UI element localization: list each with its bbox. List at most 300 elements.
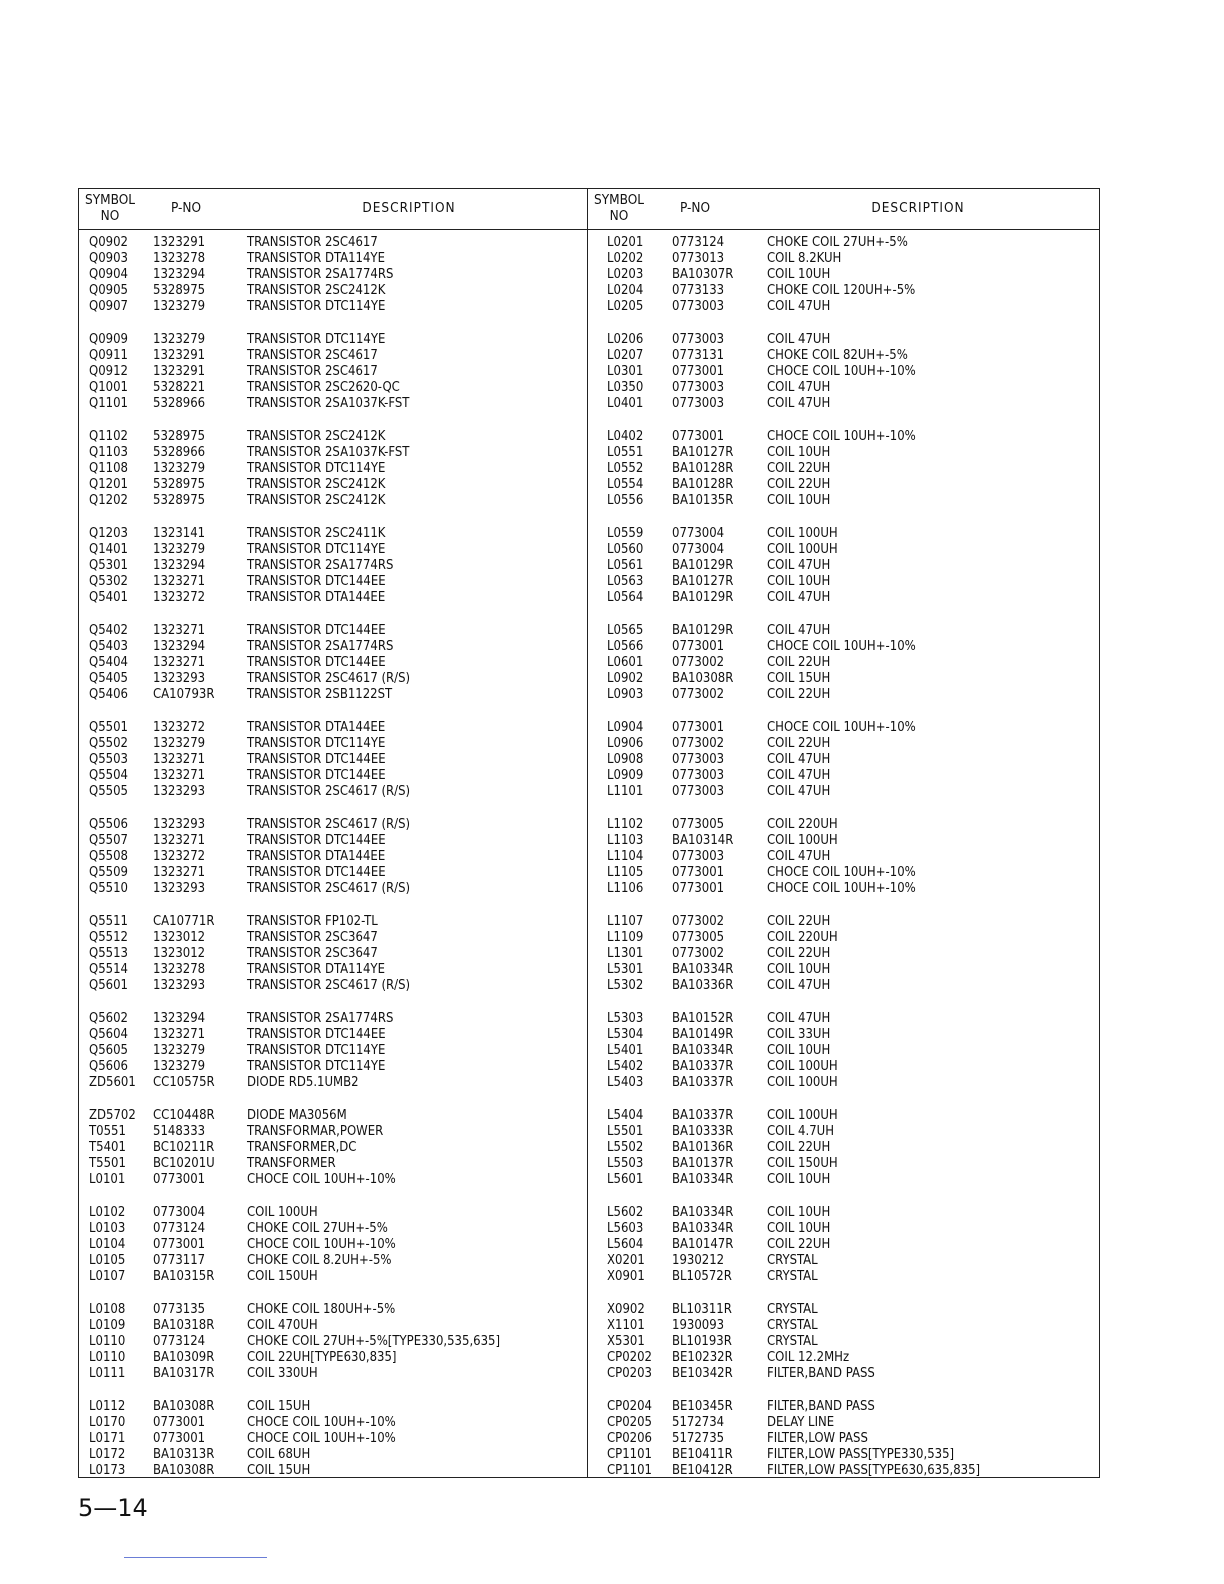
description-cell: TRANSISTOR 2SC4617 (R/S) [247,816,411,832]
symbol-cell: L0207 [607,348,644,364]
table-row [588,1059,1096,1075]
description-cell: COIL 47UH [767,299,831,315]
table-row [588,558,1096,574]
description-cell: TRANSFORMER,DC [247,1139,357,1155]
part-number-cell: 0773003 [672,331,725,347]
description-cell: CHOKE COIL 27UH+-5%[TYPE330,535,635] [247,1333,501,1349]
symbol-cell: L0112 [89,1398,126,1414]
table-row [588,1366,1096,1382]
table-row [79,1415,587,1431]
part-number-cell: 1323012 [153,945,206,961]
part-number-cell: 1323291 [153,235,206,250]
part-number-cell: 0773003 [672,396,725,412]
part-number-cell: BA10129R [672,622,734,638]
part-number-cell: BA10334R [672,1172,734,1188]
table-row [588,914,1096,930]
part-number-cell: 1323272 [153,849,206,864]
symbol-cell: L0564 [607,590,644,606]
table-row [79,978,587,994]
part-number-cell: 1323293 [153,671,206,687]
part-number-cell: BA10137R [672,1156,734,1171]
table-row [588,687,1096,703]
description-cell: COIL 22UH [767,1139,831,1155]
symbol-cell: L0601 [607,655,644,671]
description-cell: TRANSFORMER [247,1156,336,1171]
symbol-cell: L5604 [607,1236,644,1252]
description-cell: COIL 100UH [767,832,838,848]
part-number-cell: BA10313R [153,1446,215,1462]
table-row [588,736,1096,752]
symbol-cell: L0170 [89,1414,126,1430]
row-group [588,332,1096,412]
table-row [588,493,1096,509]
part-number-cell: 1323279 [153,735,206,751]
part-number-cell: 0773002 [672,913,725,929]
description-cell: TRANSISTOR DTC114YE [247,1059,386,1075]
table-row [79,623,587,639]
part-number-cell: 0773001 [672,364,725,380]
header-p-no: P-NO [170,200,202,216]
part-number-cell: BA10308R [672,671,734,687]
symbol-cell: L1104 [607,849,644,864]
table-row [79,833,587,849]
table-row [79,1350,587,1366]
description-cell: TRANSISTOR 2SC2412K [247,428,386,444]
header-symbol-no: SYMBOL NO [84,192,136,224]
part-number-cell: 1323279 [153,542,206,557]
part-number-cell: BA10334R [672,962,734,978]
symbol-cell: L0561 [607,558,644,574]
part-number-cell: 5328966 [153,396,206,412]
description-cell: COIL 68UH [247,1446,311,1462]
row-group [79,1011,587,1091]
symbol-cell: L0171 [89,1430,126,1446]
description-cell: CHOCE COIL 10UH+-10% [767,638,916,654]
part-number-cell: 5328975 [153,428,206,444]
description-cell: TRANSISTOR 2SC4617 [247,348,378,364]
table-row [588,752,1096,768]
description-cell: COIL 10UH [767,962,831,978]
description-cell: COIL 22UH [767,655,831,671]
table-row [588,1302,1096,1318]
description-cell: TRANSISTOR 2SA1774RS [247,267,394,283]
symbol-cell: L0559 [607,525,644,541]
description-cell: COIL 47UH [767,396,831,412]
symbol-cell: Q5301 [89,558,128,574]
row-group [588,526,1096,606]
table-row [79,542,587,558]
symbol-cell: CP1101 [607,1463,652,1478]
description-cell: TRANSISTOR 2SC2412K [247,283,386,299]
table-row [588,1043,1096,1059]
part-number-cell: 0773124 [153,1220,206,1236]
symbol-cell: CP0203 [607,1366,652,1382]
row-group [588,1205,1096,1285]
symbol-cell: L0301 [607,364,644,380]
description-cell: CHOKE COIL 120UH+-5% [767,283,916,299]
description-cell: FILTER,LOW PASS [767,1430,868,1446]
part-number-cell: 1323278 [153,251,206,267]
description-cell: COIL 12.2MHz [767,1349,850,1365]
description-cell: COIL 150UH [247,1269,318,1285]
description-cell: TRANSISTOR 2SC2411K [247,525,386,541]
description-cell: TRANSISTOR DTC114YE [247,461,386,477]
part-number-cell: BA10315R [153,1269,215,1285]
table-header [588,189,1096,229]
table-row [588,429,1096,445]
symbol-cell: Q5602 [89,1010,128,1026]
description-cell: COIL 100UH [767,525,838,541]
description-cell: TRANSISTOR 2SA1774RS [247,638,394,654]
description-cell: COIL 47UH [767,331,831,347]
symbol-cell: X0901 [607,1269,645,1285]
table-row [588,1399,1096,1415]
description-cell: COIL 22UH [767,1236,831,1252]
description-cell: CHOCE COIL 10UH+-10% [247,1414,396,1430]
table-row [79,1269,587,1285]
table-row [79,429,587,445]
part-number-cell: 1323271 [153,768,206,784]
description-cell: COIL 100UH [767,1107,838,1123]
row-group [79,720,587,800]
part-number-cell: 1323293 [153,978,206,994]
description-cell: TRANSISTOR 2SB1122ST [247,687,393,703]
description-cell: COIL 100UH [247,1204,318,1220]
part-number-cell: 5328975 [153,283,206,299]
description-cell: TRANSISTOR DTC144EE [247,865,386,881]
table-row [588,251,1096,267]
symbol-cell: L0172 [89,1446,126,1462]
description-cell: TRANSISTOR DTA144EE [247,849,386,864]
part-number-cell: 1323293 [153,816,206,832]
header-rule [79,229,1099,230]
description-cell: COIL 47UH [767,1010,831,1026]
part-number-cell: BA10308R [153,1398,215,1414]
footer-line [124,1557,267,1558]
part-number-cell: 5172735 [672,1430,725,1446]
symbol-cell: L0402 [607,428,644,444]
symbol-cell: Q5504 [89,768,128,784]
symbol-cell: L0565 [607,622,644,638]
symbol-cell: ZD5601 [89,1075,136,1091]
symbol-cell: Q0907 [89,299,128,315]
part-number-cell: BA10129R [672,590,734,606]
description-cell: TRANSISTOR 2SC4617 [247,364,378,380]
symbol-cell: Q5401 [89,590,128,606]
description-cell: CHOCE COIL 10UH+-10% [767,428,916,444]
table-row [79,768,587,784]
table-row [588,1205,1096,1221]
table-row [588,655,1096,671]
part-number-cell: 0773004 [153,1204,206,1220]
table-row [79,784,587,800]
table-row [588,1415,1096,1431]
description-cell: TRANSISTOR 2SA1774RS [247,558,394,574]
symbol-cell: L0563 [607,574,644,590]
symbol-cell: Q5302 [89,574,128,590]
symbol-cell: L1109 [607,929,644,945]
symbol-cell: Q5606 [89,1059,128,1075]
description-cell: CHOKE COIL 82UH+-5% [767,348,908,364]
part-number-cell: 1323294 [153,267,206,283]
table-row [588,1221,1096,1237]
description-cell: TRANSISTOR 2SC2620-QC [247,380,400,396]
description-cell: CHOCE COIL 10UH+-10% [767,364,916,380]
symbol-cell: L0107 [89,1269,126,1285]
symbol-cell: L0110 [89,1333,126,1349]
part-number-cell: BC10201U [153,1156,215,1171]
symbol-cell: Q5406 [89,687,128,703]
description-cell: FILTER,LOW PASS[TYPE630,635,835] [767,1463,981,1478]
part-number-cell: BA10334R [672,1042,734,1058]
part-number-cell: 1323294 [153,638,206,654]
part-number-cell: 1323271 [153,832,206,848]
table-row [79,558,587,574]
table-row [588,267,1096,283]
part-number-cell: BA10147R [672,1236,734,1252]
part-number-cell: BA10308R [153,1463,215,1478]
symbol-cell: L5404 [607,1107,644,1123]
table-row [79,283,587,299]
symbol-cell: L0904 [607,719,644,735]
table-row [588,1350,1096,1366]
symbol-cell: L1101 [607,784,644,800]
description-cell: COIL 10UH [767,574,831,590]
table-row [588,978,1096,994]
table-row [79,1221,587,1237]
description-cell: COIL 22UH [767,477,831,493]
symbol-cell: Q0912 [89,364,128,380]
table-row [588,639,1096,655]
description-cell: FILTER,BAND PASS [767,1398,875,1414]
description-cell: TRANSISTOR DTC144EE [247,622,386,638]
symbol-cell: L1105 [607,865,644,881]
description-cell: TRANSISTOR DTC114YE [247,331,386,347]
symbol-cell: CP0202 [607,1349,652,1365]
symbol-cell: L0201 [607,235,644,250]
row-group [79,332,587,412]
part-number-cell: 0773002 [672,687,725,703]
description-cell: DELAY LINE [767,1414,835,1430]
symbol-cell: L0104 [89,1236,126,1252]
symbol-cell: Q5405 [89,671,128,687]
symbol-cell: Q5506 [89,816,128,832]
description-cell: CHOCE COIL 10UH+-10% [767,719,916,735]
table-row [79,687,587,703]
symbol-cell: L0101 [89,1172,126,1188]
table-row [79,380,587,396]
table-row [79,526,587,542]
description-cell: DIODE MA3056M [247,1107,347,1123]
part-number-cell: BE10412R [672,1463,733,1478]
part-number-cell: BL10311R [672,1301,732,1317]
part-number-cell: BA10135R [672,493,734,509]
left-rows [79,235,587,1496]
part-number-cell: 1323271 [153,574,206,590]
row-group [79,1302,587,1382]
symbol-cell: T5401 [89,1139,126,1155]
symbol-cell: X1101 [607,1317,645,1333]
symbol-cell: Q1202 [89,493,128,509]
symbol-cell: L5304 [607,1026,644,1042]
symbol-cell: L0903 [607,687,644,703]
part-number-cell: 0773005 [672,929,725,945]
table-row [588,332,1096,348]
symbol-cell: L5301 [607,962,644,978]
part-number-cell: 0773124 [153,1333,206,1349]
header-p-no: P-NO [679,200,711,216]
symbol-cell: Q5402 [89,622,128,638]
row-group [79,914,587,994]
description-cell: COIL 47UH [767,558,831,574]
part-number-cell: CC10448R [153,1107,215,1123]
description-cell: COIL 330UH [247,1366,318,1382]
symbol-cell: L0551 [607,445,644,461]
description-cell: DIODE RD5.1UMB2 [247,1075,359,1091]
symbol-cell: L0108 [89,1301,126,1317]
table-row [79,1011,587,1027]
part-number-cell: 0773001 [153,1430,206,1446]
symbol-cell: L5502 [607,1139,644,1155]
symbol-cell: L0206 [607,331,644,347]
part-number-cell: 1323293 [153,784,206,800]
symbol-cell: L1103 [607,832,644,848]
part-number-cell: 1323141 [153,525,206,541]
symbol-cell: L5501 [607,1123,644,1139]
symbol-cell: Q5501 [89,719,128,735]
row-group [79,623,587,703]
description-cell: COIL 10UH [767,445,831,461]
symbol-cell: Q5514 [89,962,128,978]
table-row [79,752,587,768]
part-number-cell: BA10128R [672,461,734,477]
part-number-cell: BA10318R [153,1317,215,1333]
table-header [79,189,587,229]
description-cell: COIL 470UH [247,1317,318,1333]
description-cell: COIL 15UH [247,1398,311,1414]
description-cell: TRANSISTOR 2SC2412K [247,493,386,509]
description-cell: COIL 22UH [767,461,831,477]
row-group [588,1011,1096,1091]
symbol-cell: Q5604 [89,1026,128,1042]
row-group [588,720,1096,800]
part-number-cell: 0773135 [153,1301,206,1317]
symbol-cell: Q5507 [89,832,128,848]
description-cell: COIL 47UH [767,752,831,768]
table-row [588,833,1096,849]
description-cell: COIL 10UH [767,493,831,509]
part-number-cell: 1323293 [153,881,206,897]
description-cell: COIL 33UH [767,1026,831,1042]
symbol-cell: Q1401 [89,542,128,557]
description-cell: COIL 10UH [767,1172,831,1188]
symbol-cell: L0105 [89,1252,126,1268]
table-row [79,817,587,833]
part-number-cell: 0773001 [153,1236,206,1252]
symbol-cell: L0205 [607,299,644,315]
symbol-cell: T5501 [89,1156,126,1171]
table-row [79,1399,587,1415]
symbol-cell: Q5404 [89,655,128,671]
description-cell: TRANSISTOR 2SC4617 (R/S) [247,978,411,994]
description-cell: CHOKE COIL 8.2UH+-5% [247,1252,392,1268]
part-number-cell: 1323291 [153,348,206,364]
part-number-cell: BA10136R [672,1139,734,1155]
part-number-cell: 0773004 [672,542,725,557]
table-row [588,1253,1096,1269]
description-cell: COIL 150UH [767,1156,838,1171]
part-number-cell: 1323279 [153,1042,206,1058]
description-cell: TRANSISTOR DTA144EE [247,719,386,735]
description-cell: COIL 47UH [767,380,831,396]
table-row [588,1075,1096,1091]
symbol-cell: Q5502 [89,735,128,751]
part-number-cell: 0773001 [672,865,725,881]
part-number-cell: 1323291 [153,364,206,380]
symbol-cell: CP0204 [607,1398,652,1414]
description-cell: TRANSISTOR 2SA1037K-FST [247,396,410,412]
description-cell: COIL 10UH [767,1220,831,1236]
description-cell: COIL 22UH [767,735,831,751]
description-cell: COIL 15UH [767,671,831,687]
part-number-cell: 1323271 [153,865,206,881]
right-rows [588,235,1096,1496]
table-row [79,1205,587,1221]
table-row [588,1011,1096,1027]
table-row [588,1269,1096,1285]
part-number-cell: 0773003 [672,768,725,784]
part-number-cell: 0773001 [672,638,725,654]
part-number-cell: BA10337R [672,1075,734,1091]
symbol-cell: Q5508 [89,849,128,864]
part-number-cell: 0773124 [672,235,725,250]
table-row [588,461,1096,477]
description-cell: COIL 100UH [767,1075,838,1091]
description-cell: CRYSTAL [767,1301,818,1317]
row-group [79,817,587,897]
table-row [79,1172,587,1188]
symbol-cell: Q5510 [89,881,128,897]
table-row [79,235,587,251]
description-cell: FILTER,BAND PASS [767,1366,875,1382]
part-number-cell: 1323271 [153,622,206,638]
symbol-cell: CP1101 [607,1446,652,1462]
symbol-cell: L1102 [607,816,644,832]
description-cell: TRANSISTOR DTC144EE [247,574,386,590]
description-cell: COIL 47UH [767,978,831,994]
table-row [588,1237,1096,1253]
part-number-cell: 5172734 [672,1414,725,1430]
symbol-cell: L0560 [607,542,644,557]
part-number-cell: BC10211R [153,1139,215,1155]
description-cell: CHOCE COIL 10UH+-10% [767,881,916,897]
description-cell: COIL 22UH [767,913,831,929]
table-row [79,477,587,493]
description-cell: COIL 22UH[TYPE630,835] [247,1349,397,1365]
table-row [588,1431,1096,1447]
description-cell: CHOCE COIL 10UH+-10% [247,1430,396,1446]
part-number-cell: 1323279 [153,461,206,477]
description-cell: TRANSISTOR DTC144EE [247,768,386,784]
part-number-cell: 0773001 [672,719,725,735]
part-number-cell: BA10309R [153,1349,215,1365]
symbol-cell: Q0911 [89,348,128,364]
symbol-cell: X0902 [607,1301,645,1317]
part-number-cell: BA10336R [672,978,734,994]
header-description: DESCRIPTION [871,200,965,216]
part-number-cell: 1323279 [153,331,206,347]
table-row [79,1447,587,1463]
